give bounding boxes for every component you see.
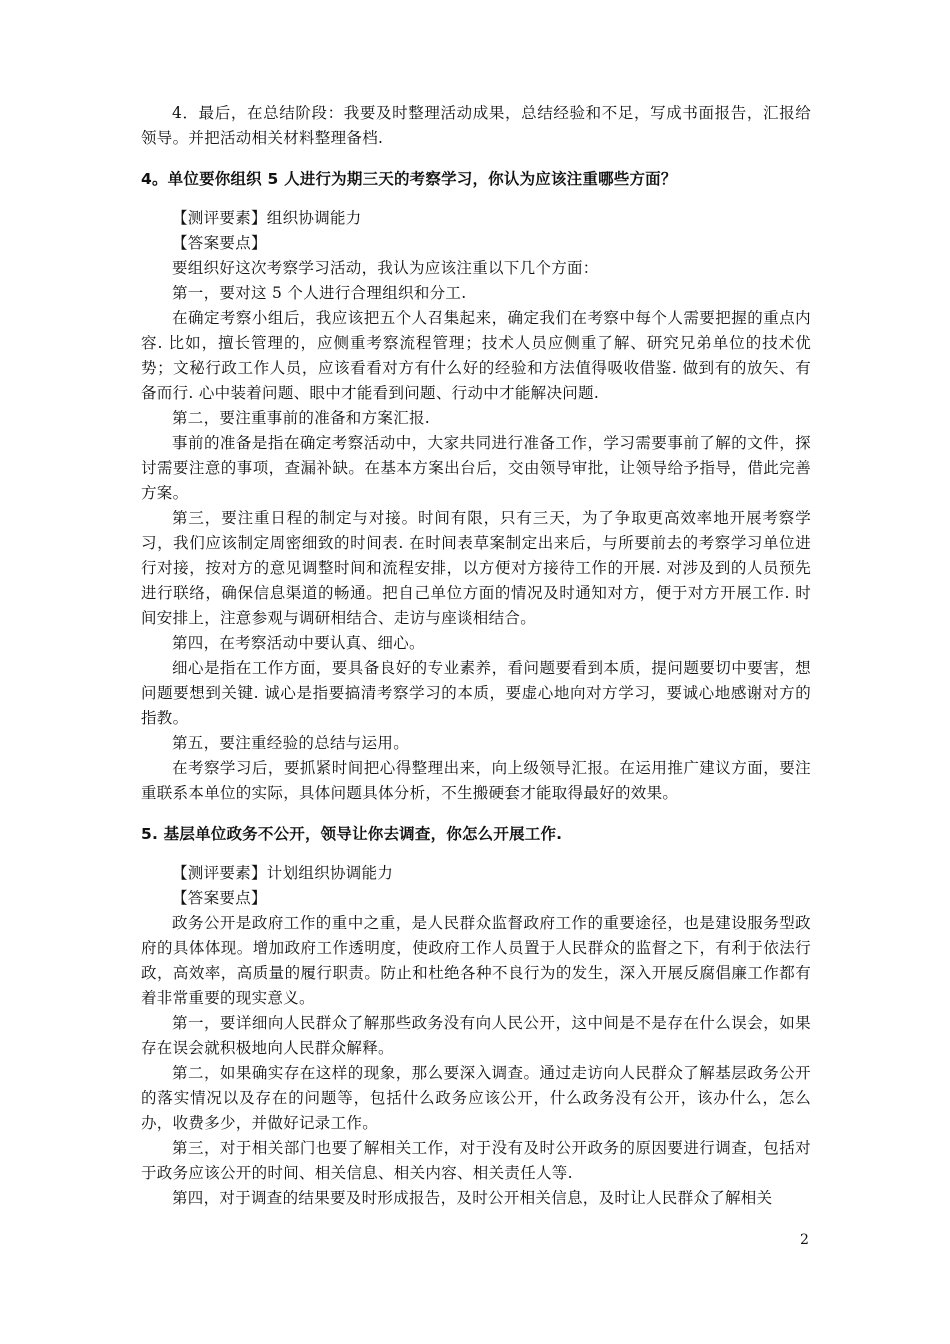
paragraph: 在确定考察小组后，我应该把五个人召集起来，确定我们在考察中每个人需要把握的重点内容. 比如，擅长管理的，应侧重考察流程管理；技术人员应侧重了解、研究兄弟单位的技术优势；文秘行政工作人员，应该看看对方有什么好的经验和方法值得吸收借鉴. 做到有的放矢、有备而行. 心中装着问题、眼中才能看到问题、行动中才能解决问题.: [141, 309, 811, 402]
paragraph: 第二，如果确实存在这样的现象，那么要深入调查。通过走访向人民群众了解基层政务公开的落实情况以及存在的问题等，包括什么政务应该公开，什么政务没有公开，该办什么，怎么办，收费多少，并做好记录工作。: [141, 1064, 811, 1132]
page-number: 2: [800, 1232, 809, 1248]
paragraph: 4．最后，在总结阶段：我要及时整理活动成果，总结经验和不足，写成书面报告，汇报给领导。并把活动相关材料整理备档.: [141, 104, 811, 147]
paragraph: 【答案要点】: [172, 889, 267, 907]
paragraph: 要组织好这次考察学习活动，我认为应该注重以下几个方面：: [172, 259, 599, 277]
paragraph: 细心是指在工作方面，要具备良好的专业素养，看问题要看到本质，提问题要切中要害，想问题要想到关键. 诚心是指要搞清考察学习的本质，要虚心地向对方学习，要诚心地感谢对方的指教。: [141, 659, 811, 727]
paragraph: 事前的准备是指在确定考察活动中，大家共同进行准备工作，学习需要事前了解的文件，探讨需要注意的事项，查漏补缺。在基本方案出台后，交由领导审批，让领导给予指导，借此完善方案。: [141, 434, 811, 502]
paragraph: 第五，要注重经验的总结与运用。: [172, 734, 410, 752]
paragraph: 政务公开是政府工作的重中之重，是人民群众监督政府工作的重要途径，也是建设服务型政府的具体体现。增加政府工作透明度，使政府工作人员置于人民群众的监督之下，有利于依法行政，高效率，高质量的履行职责。防止和杜绝各种不良行为的发生，深入开展反腐倡廉工作都有着非常重要的现实意义。: [141, 914, 811, 1007]
paragraph: 第二，要注重事前的准备和方案汇报.: [172, 409, 431, 427]
question-heading: 5. 基层单位政务不公开，领导让你去调查，你怎么开展工作.: [141, 825, 563, 843]
document-body: [141, 101, 811, 1211]
paragraph: 第四，对于调查的结果要及时形成报告，及时公开相关信息，及时让人民群众了解相关: [172, 1189, 773, 1207]
paragraph: 第四，在考察活动中要认真、细心。: [172, 634, 425, 652]
paragraph: 【测评要素】计划组织协调能力: [172, 864, 394, 882]
paragraph: 【答案要点】: [172, 234, 267, 252]
paragraph: 第三，对于相关部门也要了解相关工作，对于没有及时公开政务的原因要进行调查，包括对于政务应该公开的时间、相关信息、相关内容、相关责任人等.: [141, 1139, 811, 1182]
paragraph: 在考察学习后，要抓紧时间把心得整理出来，向上级领导汇报。在运用推广建议方面，要注重联系本单位的实际，具体问题具体分析，不生搬硬套才能取得最好的效果。: [141, 759, 811, 802]
paragraph: 【测评要素】组织协调能力: [172, 209, 362, 227]
paragraph: 第三，要注重日程的制定与对接。时间有限，只有三天，为了争取更高效率地开展考察学习，我们应该制定周密细致的时间表. 在时间表草案制定出来后，与所要前去的考察学习单位进行对接，按对方的意见调整时间和流程安排，以方便对方接待工作的开展. 对涉及到的人员预先进行联络，确保信息渠道的畅通。把自己单位方面的情况及时通知对方，便于对方开展工作. 时间安排上，注意参观与调研相结合、走访与座谈相结合。: [141, 509, 811, 627]
question-heading: 4。单位要你组织 5 人进行为期三天的考察学习，你认为应该注重哪些方面？: [141, 170, 677, 188]
paragraph: 第一，要详细向人民群众了解那些政务没有向人民公开，这中间是不是存在什么误会，如果存在误会就积极地向人民群众解释。: [141, 1014, 811, 1057]
paragraph: 第一，要对这 5 个人进行合理组织和分工.: [172, 284, 467, 302]
